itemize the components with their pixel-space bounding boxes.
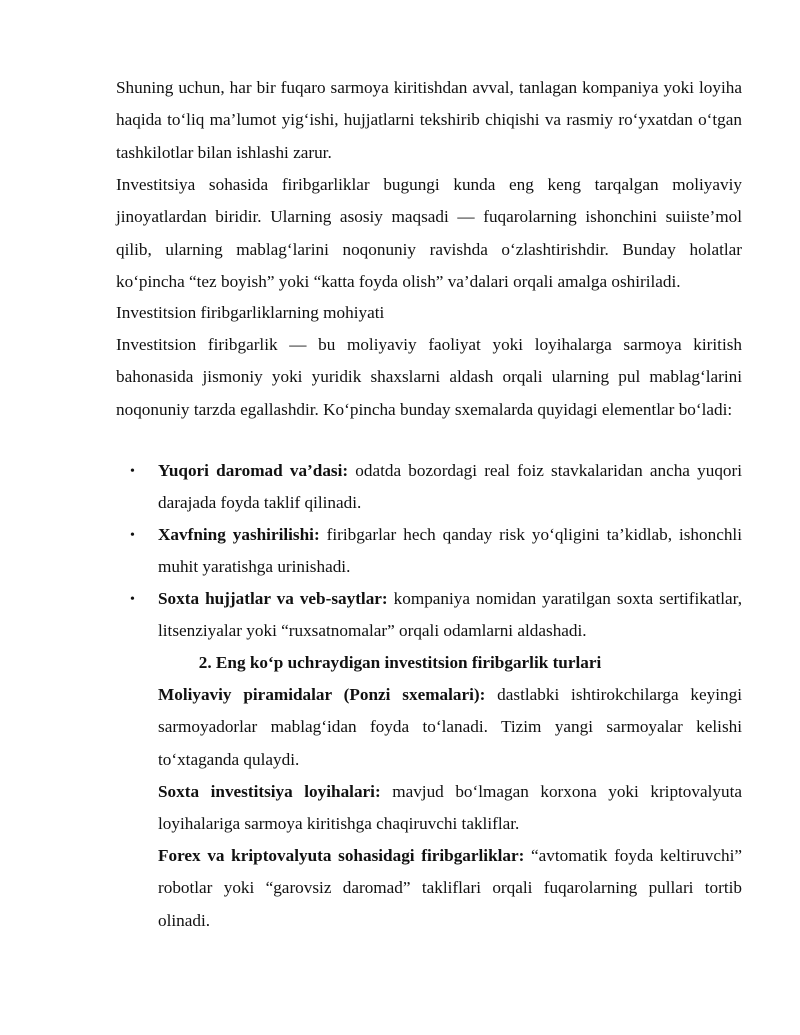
bullet-item bbox=[158, 583, 742, 648]
bullet-term: Soxta hujjatlar va veb-saytlar: bbox=[158, 589, 388, 608]
fraud-type-item bbox=[158, 840, 742, 937]
bullet-marker: • bbox=[130, 464, 135, 479]
fraud-type-term: Forex va kriptovalyuta sohasidagi firibgarliklar: bbox=[158, 846, 525, 865]
paragraph-overview: Investitsiya sohasida firibgarliklar bugungi kunda eng keng tarqalgan moliyaviy jinoyatlardan biridir. Ularning asosiy maqsadi — fuqarolarning ishonchini suiiste’mol qilib, ularning mablag‘larini noqonuniy ravishda o‘zlashtirishdir. Bunday holatlar ko‘pincha “tez boyish” yoki “katta foyda olish” va’dalari orqali amalga oshiriladi. bbox=[116, 175, 742, 292]
fraud-type-text: mavjud bo‘lmagan korxona yoki kriptovalyuta loyihalariga sarmoya kiritishga chaqiruvchi takliflar. bbox=[158, 782, 742, 834]
bullet-text: odatda bozordagi real foiz stavkalaridan ancha yuqori darajada foyda taklif qilinadi. bbox=[158, 461, 743, 513]
fraud-type-term: Moliyaviy piramidalar (Ponzi sxemalari): bbox=[158, 685, 486, 704]
bullet-item bbox=[158, 519, 742, 584]
bullet-term: Yuqori daromad va’dasi: bbox=[158, 461, 349, 480]
fraud-type-text: dastlabki ishtirokchilarga keyingi sarmoyadorlar mablag‘idan foyda to‘lanadi. Tizim yangi sarmoyalar kelishi to‘xtaganda qulaydi. bbox=[158, 685, 742, 769]
fraud-type-text: “avtomatik foyda keltiruvchi” robotlar yoki “garovsiz daromad” takliflari orqali fuqarolarning pullari tortib olinadi. bbox=[158, 846, 742, 930]
bullet-marker: • bbox=[130, 592, 135, 607]
bullet-text: kompaniya nomidan yaratilgan soxta sertifikatlar, litsenziyalar yoki “ruxsatnomalar” orqali odamlarni aldashadi. bbox=[158, 589, 742, 641]
bullet-marker: • bbox=[130, 528, 135, 543]
paragraph-definition: Investitsion firibgarlik — bu moliyaviy faoliyat yoki loyihalarga sarmoya kiritish bahonasida jismoniy yoki yuridik shaxslarni aldash orqali ularning pul mablag‘larini noqonuniy tarzda egallashdir. Ko‘pincha bunday sxemalarda quyidagi elementlar bo‘ladi: bbox=[116, 335, 742, 419]
fraud-type-term: Soxta investitsiya loyihalari: bbox=[158, 782, 381, 801]
bullet-text: firibgarlar hech qanday risk yo‘qligini ta’kidlab, ishonchli muhit yaratishga urinishadi. bbox=[158, 525, 742, 577]
bullet-item bbox=[158, 455, 742, 520]
paragraph-subheading: Investitsion firibgarliklarning mohiyati bbox=[116, 303, 385, 322]
fraud-type-item bbox=[158, 679, 742, 776]
paragraph-intro: Shuning uchun, har bir fuqaro sarmoya kiritishdan avval, tanlagan kompaniya yoki loyiha haqida to‘liq ma’lumot yig‘ishi, hujjatlarni tekshirib chiqishi va rasmiy ro‘yxatdan o‘tgan tashkilotlar bilan ishlashi zarur. bbox=[116, 78, 742, 162]
section-heading: 2. Eng ko‘p uchraydigan investitsion firibgarlik turlari bbox=[198, 653, 602, 672]
fraud-type-item bbox=[158, 776, 742, 841]
bullet-term: Xavfning yashirilishi: bbox=[158, 525, 320, 544]
